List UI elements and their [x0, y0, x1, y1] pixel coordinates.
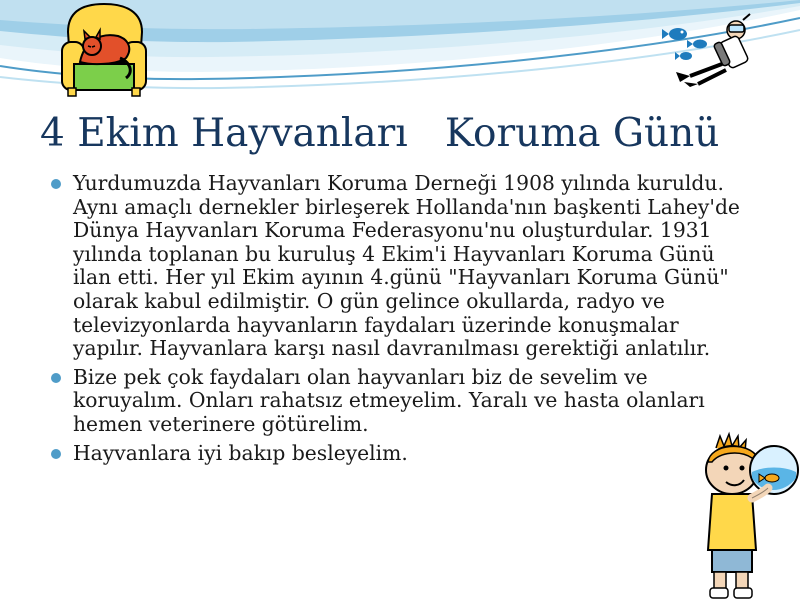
bullet-item	[48, 366, 748, 437]
bullet-item	[48, 172, 748, 361]
bullet-dot-icon	[51, 179, 61, 189]
slide-title: 4 Ekim Hayvanları Koruma Günü	[40, 111, 720, 156]
bullet-dot-icon	[51, 449, 61, 459]
bullet-text: Yurdumuzda Hayvanları Koruma Derneği 1908 yılında kuruldu. Aynı amaçlı dernekler birleşerek Hollanda'nın başkenti Lahey'de Dünya Hayvanları Koruma Federasyonu'nu oluşturdular. 1931 yılında toplanan bu kuruluş 4 Ekim'i Hayvanları Koruma Günü ilan etti. Her yıl Ekim ayının 4.günü "Hayvanları Koruma Günü" olarak kabul edilmiştir. O gün gelince okullarda, radyo ve televizyonlarda hayvanların faydaları üzerinde konuşmalar yapılır. Hayvanlara karşı nasıl davranılması gerektiği anlatılır.	[73, 171, 740, 361]
bullet-text: Bize pek çok faydaları olan hayvanları biz de sevelim ve koruyalım. Onları rahatsız etmeyelim. Yaralı ve hasta olanları hemen veterinere götürelim.	[73, 364, 705, 436]
bullet-dot-icon	[51, 373, 61, 383]
cat-in-armchair-icon	[60, 2, 150, 97]
scuba-diver-with-fish-icon	[650, 12, 770, 87]
boy-holding-fishbowl-icon	[700, 428, 800, 600]
bullet-list	[48, 172, 748, 470]
bullet-item	[48, 442, 748, 466]
bullet-text: Hayvanlara iyi bakıp besleyelim.	[73, 440, 408, 465]
